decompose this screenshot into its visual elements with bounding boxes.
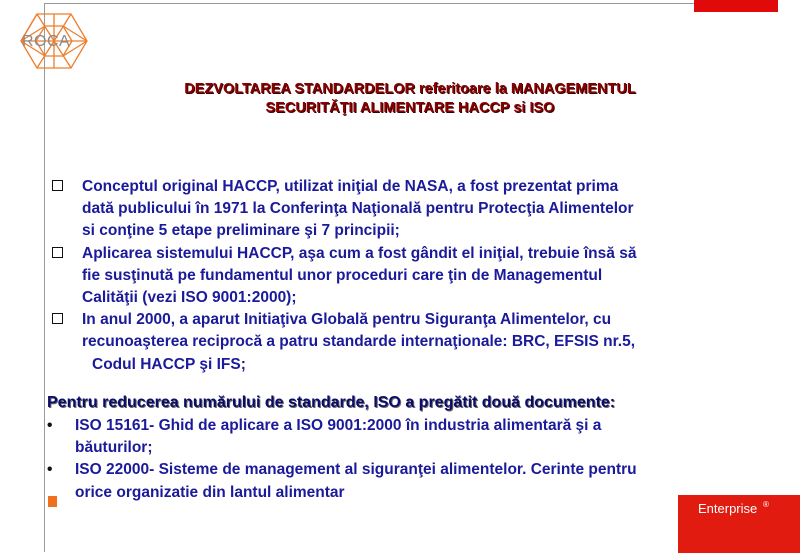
frame-top-line [44, 3, 694, 4]
list-item-line: Calităţii (vezi ISO 9001:2000); [82, 289, 297, 307]
frame-left-line [44, 3, 45, 552]
documents-subheading: Pentru reducerea numărului de standarde, ISO a pregătit două documente: [47, 394, 616, 411]
registered-mark: ® [763, 500, 769, 509]
list-item [47, 459, 757, 503]
list-item-line: ISO 22000- Sisteme de management al siguranţei alimentelor. Cerinte pentru [75, 461, 637, 479]
list-item [52, 309, 752, 376]
checkbox-bullet-icon [52, 180, 63, 191]
list-item-line: Conceptul original HACCP, utilizat iniţial de NASA, a fost prezentat prima [82, 178, 619, 195]
top-red-bar [694, 0, 778, 12]
list-item-line: fie susţinută pe fundamentul unor proceduri care ţin de Managementul [82, 266, 603, 284]
logo-text: ROCA [22, 33, 71, 50]
list-item-line: băuturilor; [75, 439, 153, 457]
checkbox-bullet-icon [52, 313, 63, 324]
checkbox-bullet-icon [52, 247, 63, 258]
enterprise-label: Enterprise [698, 501, 758, 516]
list-item [52, 243, 752, 310]
list-item-line: ISO 15161- Ghid de aplicare a ISO 9001:2000 în industria alimentară şi a [75, 417, 602, 434]
title-line-2: SECURITĂŢII ALIMENTARE HACCP si ISO [265, 100, 555, 116]
list-item-line: In anul 2000, a aparut Initiaţiva Globală pentru Siguranţa Alimentelor, cu [82, 311, 612, 329]
list-item-line: si conţine 5 etape preliminare şi 7 principii; [82, 222, 400, 240]
list-item [47, 415, 757, 459]
bullet-list [52, 176, 752, 376]
list-item-line: Codul HACCP şi IFS; [92, 355, 246, 373]
documents-list [47, 415, 757, 504]
slide-title [130, 80, 690, 118]
dot-bullet-icon: • [47, 417, 53, 434]
list-item-line: orice organizatie din lantul alimentar [75, 483, 345, 501]
list-item-line: Aplicarea sistemului HACCP, aşa cum a fost gândit el iniţial, trebuie însă să [82, 244, 637, 262]
list-item [52, 176, 752, 243]
title-line-1: DEZVOLTAREA STANDARDELOR referitoare la MANAGEMENTUL [184, 81, 636, 97]
list-item-line: recunoaşterea reciprocă a patru standarde internaţionale: BRC, EFSIS nr.5, [82, 333, 636, 351]
orange-square-decoration [48, 496, 57, 507]
list-item-line: dată publicului în 1971 la Conferinţa Naţională pentru Protecţia Alimentelor [82, 200, 634, 218]
dot-bullet-icon: • [47, 461, 53, 479]
